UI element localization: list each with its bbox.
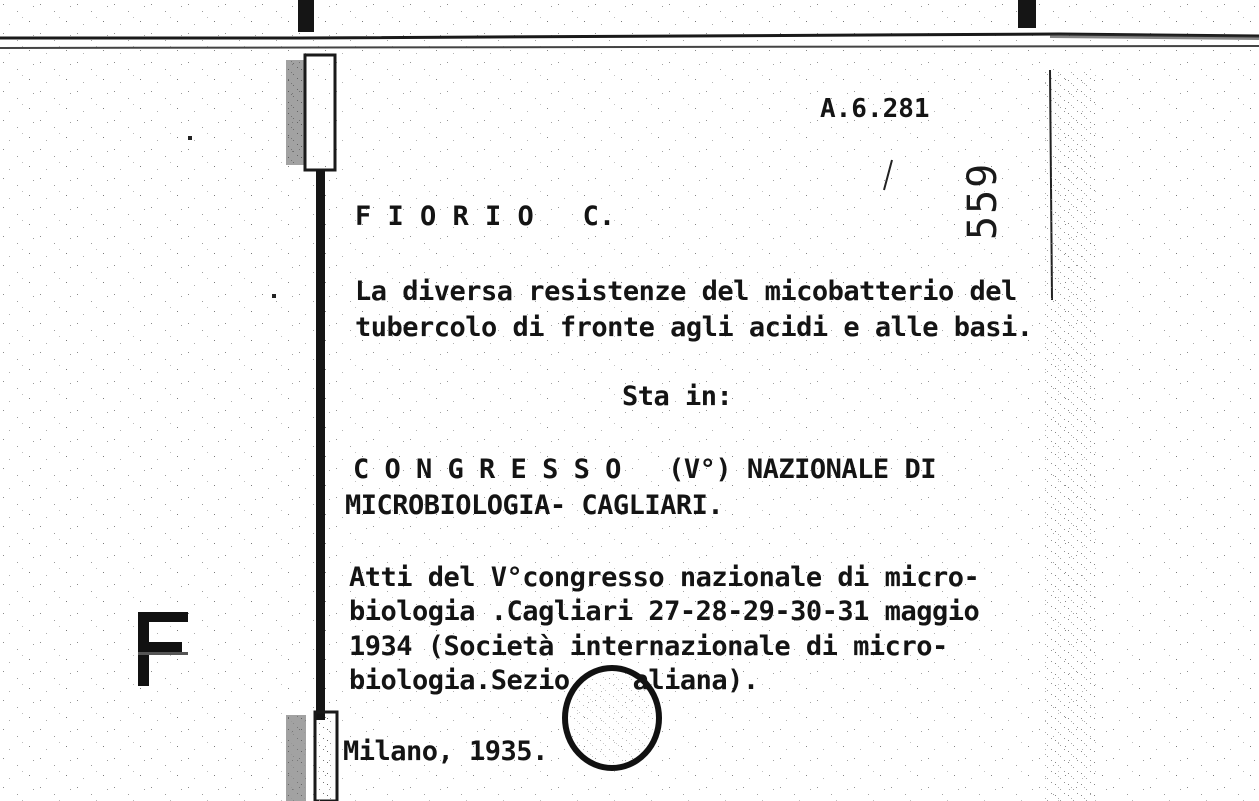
congress-line-1: C O N G R E S S O (V°) NAZIONALE DI (353, 454, 936, 485)
congress-line-2: MICROBIOLOGIA- CAGLIARI. (345, 490, 724, 521)
side-number: 559 (960, 161, 1006, 240)
place-year: Milano, 1935. (343, 736, 548, 767)
tab-letter-f-mark (138, 612, 188, 686)
author: F I O R I O C. (355, 201, 616, 232)
proceedings-line-2: biologia .Cagliari 27-28-29-30-31 maggio (349, 596, 980, 627)
proceedings-line-4: biologia.Sezio aliana). (349, 665, 759, 696)
title-line-2: tubercolo di fronte agli acidi e alle basi. (355, 312, 1033, 343)
proceedings-line-3: 1934 (Società internazionale di micro- (349, 631, 948, 662)
catalog-number: A.6.281 (820, 94, 930, 124)
title-line-1: La diversa resistenze del micobatterio del (355, 276, 1017, 307)
proceedings-line-1: Atti del V°congresso nazionale di micro- (349, 562, 980, 593)
sta-in-label: Sta in: (622, 381, 733, 412)
